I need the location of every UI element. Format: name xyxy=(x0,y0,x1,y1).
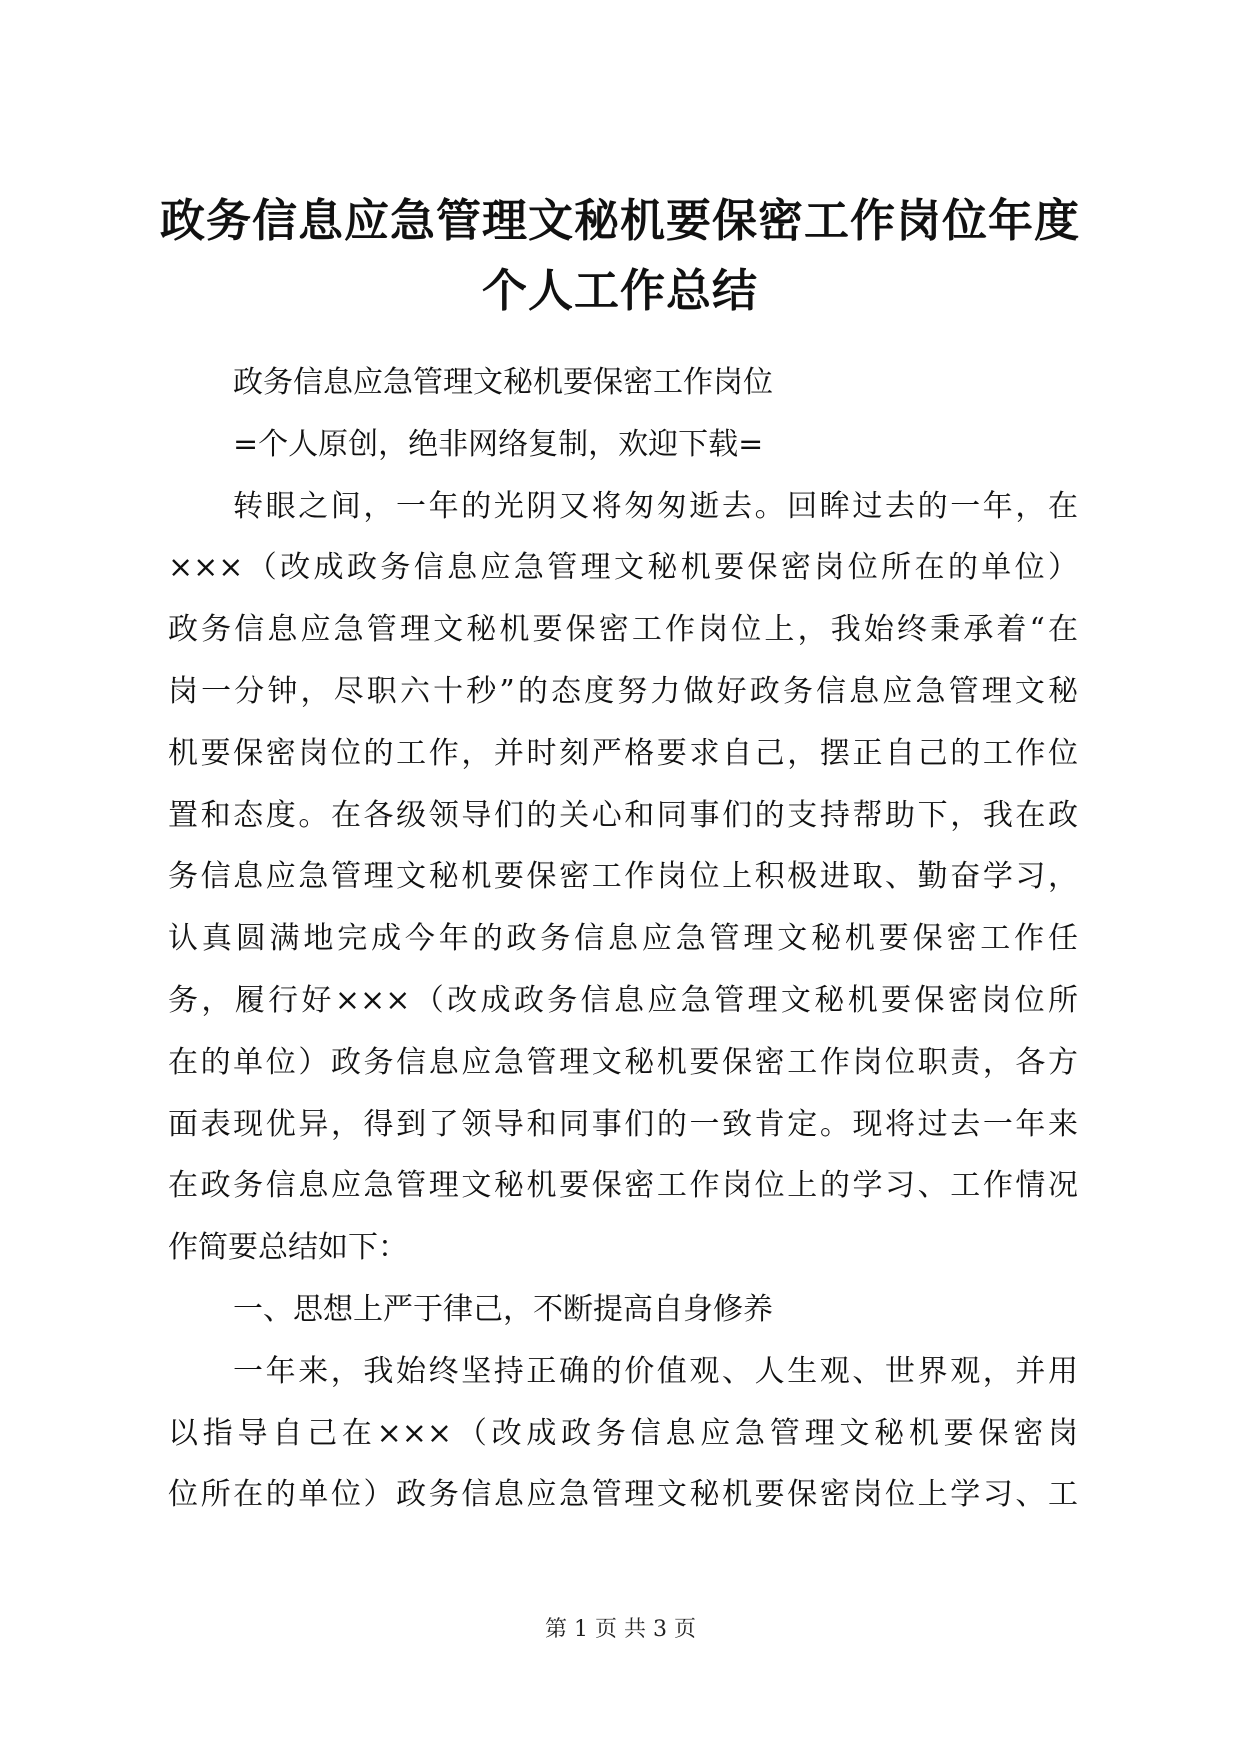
paragraph-line: 面表现优异，得到了领导和同事们的一致肯定。现将过去一年来 xyxy=(168,1106,1078,1142)
paragraph-line: 政务信息应急管理文秘机要保密工作岗位上，我始终秉承着“在 xyxy=(168,612,1078,648)
subtitle-line: 政务信息应急管理文秘机要保密工作岗位 xyxy=(233,365,773,400)
section-heading: 一、思想上严于律己，不断提高自身修养 xyxy=(233,1291,773,1327)
paragraph-line: 一年来，我始终坚持正确的价值观、人生观、世界观，并用 xyxy=(233,1353,1078,1389)
document-body xyxy=(168,352,1078,1526)
paragraph-line: 机要保密岗位的工作，并时刻严格要求自己，摆正自己的工作位 xyxy=(168,735,1078,771)
paragraph-line: 置和态度。在各级领导们的关心和同事们的支持帮助下，我在政 xyxy=(168,797,1078,833)
page-number-footer: 第 1 页 共 3 页 xyxy=(545,1617,696,1642)
paragraph-line: 务，履行好×××（改成政务信息应急管理文秘机要保密岗位所 xyxy=(168,982,1078,1018)
paragraph-line: 位所在的单位）政务信息应急管理文秘机要保密岗位上学习、工 xyxy=(168,1477,1078,1513)
paragraph-line: 以指导自己在×××（改成政务信息应急管理文秘机要保密岗 xyxy=(168,1415,1078,1451)
paragraph-line: 认真圆满地完成今年的政务信息应急管理文秘机要保密工作任 xyxy=(168,921,1078,957)
note-line: =个人原创，绝非网络复制，欢迎下载= xyxy=(233,426,764,462)
paragraph-line: 岗一分钟，尽职六十秒”的态度努力做好政务信息应急管理文秘 xyxy=(168,673,1078,709)
document-title-line-1: 政务信息应急管理文秘机要保密工作岗位年度 xyxy=(159,194,1080,247)
paragraph-line: 作简要总结如下： xyxy=(168,1230,408,1266)
paragraph-line: ×××（改成政务信息应急管理文秘机要保密岗位所在的单位） xyxy=(168,550,1078,586)
paragraph-line: 务信息应急管理文秘机要保密工作岗位上积极进取、勤奋学习， xyxy=(168,859,1078,895)
paragraph-line: 在的单位）政务信息应急管理文秘机要保密工作岗位职责，各方 xyxy=(168,1044,1078,1080)
paragraph-line: 在政务信息应急管理文秘机要保密工作岗位上的学习、工作情况 xyxy=(168,1168,1078,1204)
document-title-line-2: 个人工作总结 xyxy=(481,264,758,317)
paragraph-line: 转眼之间，一年的光阴又将匆匆逝去。回眸过去的一年，在 xyxy=(233,488,1078,524)
